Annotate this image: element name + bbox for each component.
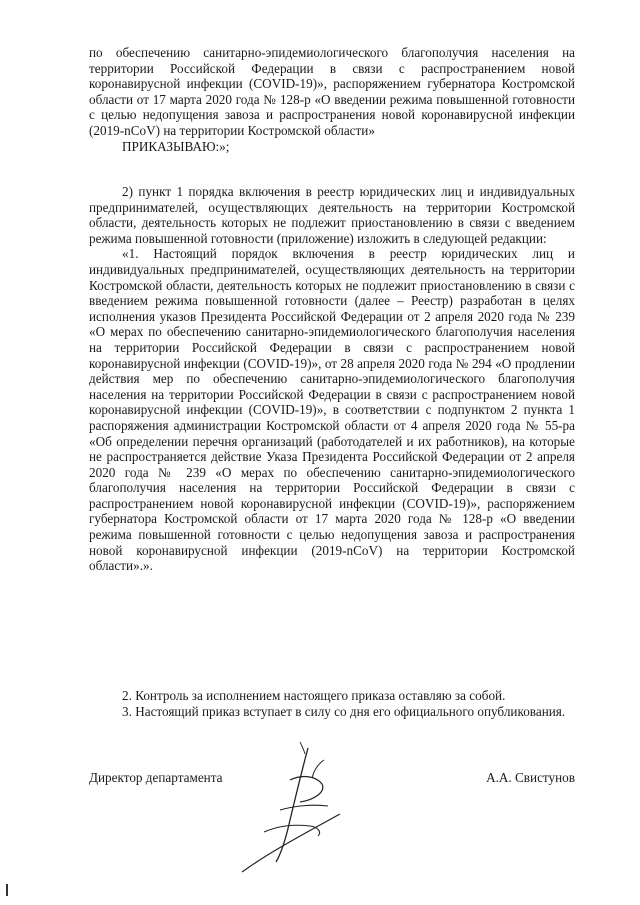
order-word: ПРИКАЗЫВАЮ:»; bbox=[122, 138, 230, 154]
amendment-block bbox=[89, 184, 575, 574]
effect-paragraph: 3. Настоящий приказ вступает в силу со дня его официального опубликования. bbox=[122, 703, 566, 719]
closing-block bbox=[89, 688, 575, 719]
quoted-item-1-paragraph: «1. Настоящий порядок включения в реестр юридических лиц и индивидуальных предпринимателей, осуществляющих деятельность на территории Костромской области, деятельность которых не подлежит приостановлению в связи с введением режима повышенной готовности (далее – Реестр) разработан в целях исполнения указов Президента Российской Федерации от 2 апреля 2020 года № 239 «О мерах по обеспечению санитарно-эпидемиологического благополучия населения на территории Российской Федерации в связи с распространением новой коронавирусной инфекции (COVID-19)», от 28 апреля 2020 года № 294 «О продлении действия мер по обеспечению санитарно-эпидемиологического благополучия населения на территории Российской Федерации в связи с распространением новой коронавирусной инфекции (COVID-19)», в соответствии с подпунктом 2 пункта 1 распоряжения администрации Костромской области от 4 апреля 2020 года № 55-ра «Об определении перечня организаций (работодателей и их работников), на которые не распространяется действие Указа Президента Российской Федерации от 2 апреля 2020 года № 239 «О мерах по обеспечению санитарно-эпидемиологического благополучия населения на территории Российской Федерации в связи с распространением новой коронавирусной инфекции (COVID-19)», распоряжением губернатора Костромской области от 17 марта 2020 года № 128-р «О введении режима повышенной готовности с целью недопущения завоза и распространения новой коронавирусной инфекции (2019-nCoV) на территории Костромской области».». bbox=[89, 246, 575, 574]
margin-mark bbox=[6, 884, 8, 896]
control-paragraph: 2. Контроль за исполнением настоящего приказа оставляю за собой. bbox=[122, 688, 506, 703]
intro-paragraph: по обеспечению санитарно-эпидемиологического благополучия населения на территории Российской Федерации в связи с распространением новой коронавирусной инфекции (COVID-19)», распоряжением губернатора Костромской области от 17 марта 2020 года № 128-р «О введении режима повышенной готовности с целью недопущения завоза и распространения новой коронавирусной инфекции (2019-nCoV) на территории Костромской области» bbox=[89, 45, 575, 138]
signatory-title: Директор департамента bbox=[89, 770, 223, 785]
intro-block bbox=[89, 45, 575, 154]
item-2-paragraph: 2) пункт 1 порядка включения в реестр юридических лиц и индивидуальных предпринимателей, осуществляющих деятельность на территории Костромской области, деятельность которых не подлежит приостановлению в связи с введением режима повышенной готовности (приложение) изложить в следующей редакции: bbox=[89, 184, 575, 246]
handwritten-signature bbox=[230, 740, 370, 880]
signatory-name: А.А. Свистунов bbox=[486, 770, 575, 785]
